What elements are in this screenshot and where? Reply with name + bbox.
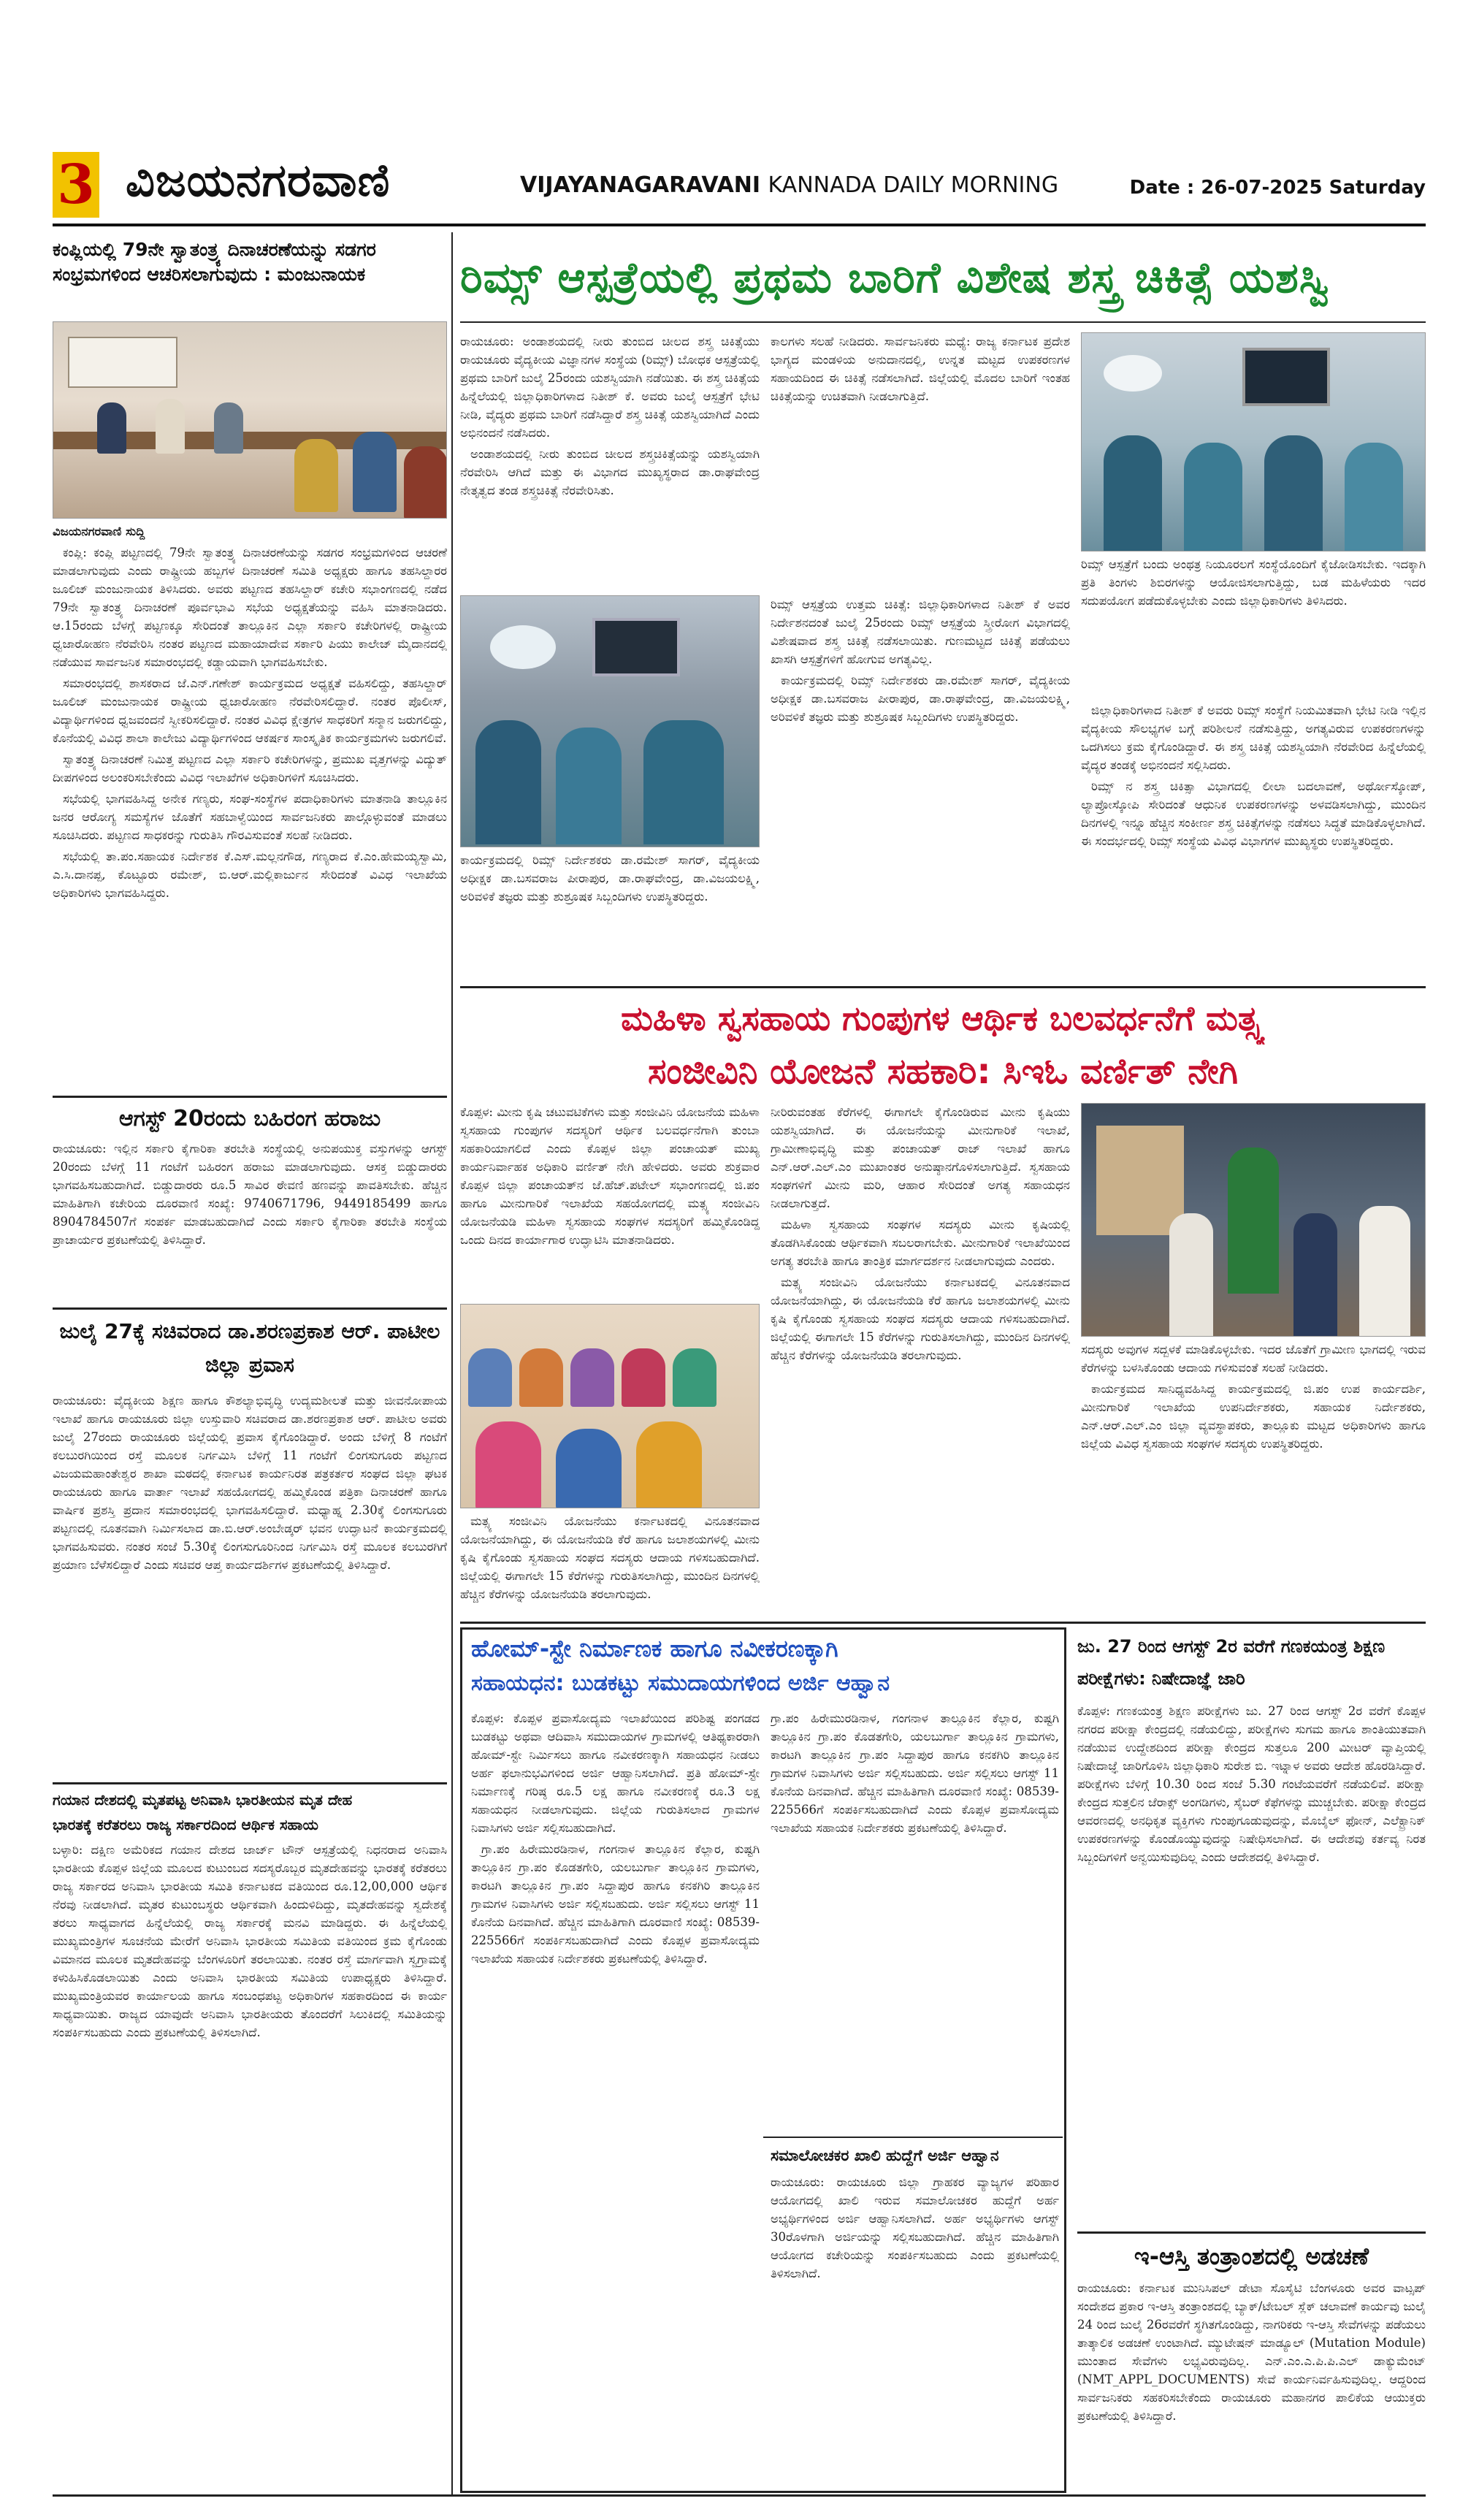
- paragraph: ಮತ್ಸ್ಯ ಸಂಜೀವಿನಿ ಯೋಜನೆಯು ಕರ್ನಾಟಕದಲ್ಲಿ ವಿನೂತನವಾದ ಯೋಜನೆಯಾಗಿದ್ದು, ಈ ಯೋಜನೆಯಡಿ ಕೆರೆ ಹಾಗೂ ಜಲಾಶಯಗಳಲ್ಲಿ ಮೀನು ಕೃಷಿ ಕೈಗೊಂಡು ಸ್ವಸಹಾಯ ಸಂಘದ ಸದಸ್ಯರು ಆದಾಯ ಗಳಿಸಬಹುದಾಗಿದೆ. ಜಿಲ್ಲೆಯಲ್ಲಿ ಈಗಾಗಲೇ 15 ಕೆರೆಗಳನ್ನು ಗುರುತಿಸಲಾಗಿದ್ದು, ಮುಂದಿನ ದಿನಗಳಲ್ಲಿ ಹೆಚ್ಚಿನ ಕೆರೆಗಳನ್ನು ಯೋಜನೆಯಡಿ ತರಲಾಗುವುದು.: [771, 1275, 1070, 1362]
- paragraph: ಮಹಿಳಾ ಸ್ವಸಹಾಯ ಸಂಘಗಳ ಸದಸ್ಯರು ಮೀನು ಕೃಷಿಯಲ್ಲಿ ತೊಡಗಿಸಿಕೊಂಡು ಆರ್ಥಿಕವಾಗಿ ಸಬಲರಾಗಬೇಕು. ಮೀನುಗಾರಿಕೆ ಇಲಾಖೆಯಿಂದ ಅಗತ್ಯ ತರಬೇತಿ ಹಾಗೂ ತಾಂತ್ರಿಕ ಮಾರ್ಗದರ್ಶನ ನೀಡಲಾಗುವುದು ಎಂದರು.: [771, 1218, 1070, 1268]
- fisheries-article-col3: [1081, 1340, 1426, 1618]
- subtitle-bold: VIJAYANAGARAVANI: [520, 172, 761, 198]
- homestay-headline-line1: ಹೋಮ್-ಸ್ಟೇ ನಿರ್ಮಾಣಕ ಹಾಗೂ ನವೀಕರಣಕ್ಕಾಗಿ: [471, 1635, 838, 1662]
- paragraph: ರಿಮ್ಸ್ ನ ಶಸ್ತ್ರ ಚಿಕಿತ್ಸಾ ವಿಭಾಗದಲ್ಲಿ ಲೀಲಾ ಬದಲಾವಣೆ, ಅರ್ಥೋಸ್ಕೋಪ್, ಲ್ಯಾಪ್ರೋಸ್ಕೋಪಿ ಸೇರಿದಂತೆ ಆಧುನಿಕ ಉಪಕರಣಗಳನ್ನು ಅಳವಡಿಸಲಾಗಿದ್ದು, ಮುಂದಿನ ದಿನಗಳಲ್ಲಿ ಇನ್ನೂ ಹೆಚ್ಚಿನ ಸಂಕೀರ್ಣ ಶಸ್ತ್ರ ಚಿಕಿತ್ಸೆಗಳನ್ನು ನಡೆಸಲು ಸಿದ್ಧತೆ ಮಾಡಿಕೊಳ್ಳಲಾಗಿದೆ. ಈ ಸಂದರ್ಭದಲ್ಲಿ ರಿಮ್ಸ್ ಸಂಸ್ಥೆಯ ವಿವಿಧ ವಿಭಾಗಗಳ ಮುಖ್ಯಸ್ಥರು ಉಪಸ್ಥಿತರಿದ್ದರು.: [1081, 779, 1426, 848]
- rims-article-col1-lower: [460, 851, 760, 982]
- independence-byline: ವಿಜಯನಗರವಾಣಿ ಸುದ್ದಿ: [53, 524, 145, 538]
- stage-photo: [1081, 1103, 1426, 1337]
- paragraph: ಸಭೆಯಲ್ಲಿ ತಾ.ಪಂ.ಸಹಾಯಕ ನಿರ್ದೇಶಕ ಕೆ.ಎಸ್.ಮಲ್ಲನಗೌಡ, ಗಣ್ಯರಾದ ಕೆ.ಎಂ.ಹೇಮಯ್ಯಸ್ವಾಮಿ, ಎ.ಸಿ.ದಾನಪ್ಪ, ಕೊಟ್ಟೂರು ರಮೇಶ್, ಬಿ.ಆರ್.ಮಲ್ಲಿಕಾರ್ಜುನ ಸೇರಿದಂತೆ ವಿವಿಧ ಇಲಾಖೆಯ ಅಧಿಕಾರಿಗಳು ಭಾಗವಹಿಸಿದ್ದರು.: [53, 849, 447, 900]
- rims-headline: ರಿಮ್ಸ್ ಆಸ್ಪತ್ರೆಯಲ್ಲಿ ಪ್ರಥಮ ಬಾರಿಗೆ ವಿಶೇಷ ಶಸ್ತ್ರ ಚಿಕಿತ್ಸೆ ಯಶಸ್ವಿ: [460, 253, 1331, 302]
- rims-article-col2: [771, 332, 1070, 595]
- workshop-photo: [460, 1304, 760, 1508]
- paragraph: ರಾಯಚೂರು: ಅಂಡಾಶಯದಲ್ಲಿ ನೀರು ತುಂಬಿದ ಚೀಲದ ಶಸ್ತ್ರ ಚಿಕಿತ್ಸೆಯು ರಾಯಚೂರು ವೈದ್ಯಕೀಯ ವಿಜ್ಞಾನಗಳ ಸಂಸ್ಥೆಯ (ರಿಮ್ಸ್) ಬೋಧಕ ಆಸ್ಪತ್ರೆಯಲ್ಲಿ ಪ್ರಥಮ ಬಾರಿಗೆ ಜುಲೈ 25ರಂದು ಯಶಸ್ವಿಯಾಗಿ ನಡೆಯಿತು. ಈ ಶಸ್ತ್ರ ಚಿಕಿತ್ಸೆಯ ಹಿನ್ನೆಲೆಯಲ್ಲಿ ಜಿಲ್ಲಾಧಿಕಾರಿಗಳಾದ ನಿತೀಶ್ ಕೆ. ಅವರು ಜುಲೈ ಆಸ್ಪತ್ರೆಗೆ ಭೇಟಿ ನೀಡಿ, ವೈದ್ಯರು ಪ್ರಥಮ ಬಾರಿಗೆ ನಡೆಸಿದ್ದಾರೆ ಶಸ್ತ್ರ ಚಿಕಿತ್ಸೆ ಯಶಸ್ವಿಯಾಗಿದೆ ಎಂದು ಅಭಿನಂದನೆ ನಡೆಸಿದರು.: [460, 335, 760, 440]
- nri-headline-line1: ಗಯಾನ ದೇಶದಲ್ಲಿ ಮೃತಪಟ್ಟ ಅನಿವಾಸಿ ಭಾರತೀಯನ ಮೃತ ದೇಹ: [53, 1791, 353, 1809]
- vacancy-article: [771, 2173, 1059, 2487]
- paragraph: ಬಳ್ಳಾರಿ: ದಕ್ಷಿಣ ಅಮೆರಿಕದ ಗಯಾನ ದೇಶದ ಜಾರ್ಜ್ ಟೌನ್ ಆಸ್ಪತ್ರೆಯಲ್ಲಿ ನಿಧನರಾದ ಅನಿವಾಸಿ ಭಾರತೀಯ ಕೊಪ್ಪಳ ಜಿಲ್ಲೆಯ ಮೂಲದ ಕುಟುಂಬದ ಸದಸ್ಯರೊಬ್ಬರ ಮೃತದೇಹವನ್ನು ಭಾರತಕ್ಕೆ ಕರೆತರಲು ರಾಜ್ಯ ಸರ್ಕಾರದ ಅನಿವಾಸಿ ಭಾರತೀಯ ಸಮಿತಿ ಕರ್ನಾಟಕದ ವತಿಯಿಂದ ರೂ.12,00,000 ಆರ್ಥಿಕ ನೆರವು ನೀಡಲಾಗಿದೆ. ಮೃತರ ಕುಟುಂಬಸ್ಥರು ಆರ್ಥಿಕವಾಗಿ ಹಿಂದುಳಿದಿದ್ದು, ಮೃತದೇಹವನ್ನು ಸ್ವದೇಶಕ್ಕೆ ತರಲು ಸಾಧ್ಯವಾಗದ ಹಿನ್ನೆಲೆಯಲ್ಲಿ ರಾಜ್ಯ ಸರ್ಕಾರಕ್ಕೆ ಮನವಿ ಮಾಡಿದ್ದರು. ಈ ಹಿನ್ನೆಲೆಯಲ್ಲಿ ಮುಖ್ಯಮಂತ್ರಿಗಳ ಸೂಚನೆಯ ಮೇರೆಗೆ ಅನಿವಾಸಿ ಭಾರತೀಯ ಸಮಿತಿಯ ವತಿಯಿಂದ ಕ್ರಮ ಕೈಗೊಂಡು ವಿಮಾನದ ಮೂಲಕ ಮೃತದೇಹವನ್ನು ಬೆಂಗಳೂರಿಗೆ ತರಲಾಯಿತು. ನಂತರ ರಸ್ತೆ ಮಾರ್ಗವಾಗಿ ಸ್ವಗ್ರಾಮಕ್ಕೆ ಕಳುಹಿಸಿಕೊಡಲಾಯಿತು ಎಂದು ಅನಿವಾಸಿ ಭಾರತೀಯ ಸಮಿತಿಯ ಉಪಾಧ್ಯಕ್ಷರು ತಿಳಿಸಿದ್ದಾರೆ. ಮುಖ್ಯಮಂತ್ರಿಯವರ ಕಾರ್ಯಾಲಯ ಹಾಗೂ ಸಂಬಂಧಪಟ್ಟ ಅಧಿಕಾರಿಗಳ ಸಹಕಾರದಿಂದ ಈ ಕಾರ್ಯ ಸಾಧ್ಯವಾಯಿತು. ರಾಜ್ಯದ ಯಾವುದೇ ಅನಿವಾಸಿ ಭಾರತೀಯರು ತೊಂದರೆಗೆ ಸಿಲುಕಿದಲ್ಲಿ ಸಮಿತಿಯನ್ನು ಸಂಪರ್ಕಿಸಬಹುದು ಎಂದು ಪ್ರಕಟಣೆಯಲ್ಲಿ ತಿಳಿಸಲಾಗಿದೆ.: [53, 1843, 447, 2039]
- paragraph: ಅಂಡಾಶಯದಲ್ಲಿ ನೀರು ತುಂಬಿದ ಚೀಲದ ಶಸ್ತ್ರಚಿಕಿತ್ಸೆಯನ್ನು ಯಶಸ್ವಿಯಾಗಿ ನೆರವೇರಿಸಿ ಆಗಿದೆ ಮತ್ತು ಈ ವಿಭಾಗದ ಮುಖ್ಯಸ್ಥರಾದ ಡಾ.ರಾಘವೇಂದ್ರ ನೇತೃತ್ವದ ತಂಡ ಶಸ್ತ್ರಚಿಕಿತ್ಸೆ ನೆರವೇರಿಸಿತು.: [460, 447, 760, 497]
- rims-article-col3-lower: [1081, 701, 1426, 982]
- issue-date: Date : 26-07-2025 Saturday: [1129, 177, 1426, 199]
- paragraph: ನೀರಿರುವಂತಹ ಕೆರೆಗಳಲ್ಲಿ ಈಗಾಗಲೇ ಕೈಗೊಂಡಿರುವ ಮೀನು ಕೃಷಿಯು ಯಶಸ್ವಿಯಾಗಿದೆ. ಈ ಯೋಜನೆಯನ್ನು ಮೀನುಗಾರಿಕೆ ಇಲಾಖೆ, ಗ್ರಾಮೀಣಾಭಿವೃದ್ಧಿ ಮತ್ತು ಪಂಚಾಯತ್ ರಾಜ್ ಇಲಾಖೆ ಹಾಗೂ ಎನ್.ಆರ್.ಎಲ್.ಎಂ ಮುಖಾಂತರ ಅನುಷ್ಠಾನಗೊಳಿಸಲಾಗುತ್ತಿದೆ. ಸ್ವಸಹಾಯ ಸಂಘಗಳಿಗೆ ಮೀನು ಮರಿ, ಆಹಾರ ಸೇರಿದಂತೆ ಅಗತ್ಯ ಸಹಾಯಧನ ನೀಡಲಾಗುತ್ತದೆ.: [771, 1105, 1070, 1210]
- divider: [1077, 2231, 1426, 2234]
- surgery-photo: [460, 595, 760, 847]
- fisheries-headline-line2: ಸಂಜೀವಿನಿ ಯೋಜನೆ ಸಹಕಾರಿ: ಸಿಇಓ ವರ್ಣಿತ್ ನೇಗಿ: [647, 1051, 1238, 1092]
- homestay-article-col1: [471, 1709, 760, 2483]
- paragraph: ರಾಯಚೂರು: ಇಲ್ಲಿನ ಸರ್ಕಾರಿ ಕೈಗಾರಿಕಾ ತರಬೇತಿ ಸಂಸ್ಥೆಯಲ್ಲಿ ಅನುಪಯುಕ್ತ ವಸ್ತುಗಳನ್ನು ಆಗಸ್ಟ್ 20ರಂದು ಬೆಳಗ್ಗೆ 11 ಗಂಟೆಗೆ ಬಹಿರಂಗ ಹರಾಜು ಮಾಡಲಾಗುವುದು. ಆಸಕ್ತ ಬಿಡ್ಡುದಾರರು ಭಾಗವಹಿಸಬಹುದಾಗಿದೆ. ಬಿಡ್ಡುದಾರರು ರೂ.5 ಸಾವಿರ ಠೇವಣಿ ಹಣವನ್ನು ಪಾವತಿಸಬೇಕು. ಹೆಚ್ಚಿನ ಮಾಹಿತಿಗಾಗಿ ಕಚೇರಿಯ ದೂರವಾಣಿ ಸಂಖ್ಯೆ: 9740671796, 9449185499 ಹಾಗೂ 8904784507ಗೆ ಸಂಪರ್ಕ ಮಾಡಬಹುದಾಗಿದೆ ಎಂದು ಸರ್ಕಾರಿ ಕೈಗಾರಿಕಾ ತರಬೇತಿ ಸಂಸ್ಥೆಯ ಪ್ರಾಚಾರ್ಯರ ಪ್ರಕಟಣೆಯಲ್ಲಿ ತಿಳಿಸಿದ್ದಾರೆ.: [53, 1142, 447, 1247]
- masthead: [53, 146, 1426, 226]
- divider: [460, 321, 1426, 323]
- paragraph: ಗ್ರಾ.ಪಂ ಹಿರೇಮುರಡಿನಾಳ, ಗಂಗನಾಳ ತಾಲ್ಲೂಕಿನ ಕೆಲ್ಲಾರ, ಕುಷ್ಟಗಿ ತಾಲ್ಲೂಕಿನ ಗ್ರಾ.ಪಂ ಕೊಡತಗೇರಿ, ಯಲಬುರ್ಗಾ ತಾಲ್ಲೂಕಿನ ಗ್ರಾಮಗಳು, ಕಾರಟಗಿ ತಾಲ್ಲೂಕಿನ ಗ್ರಾ.ಪಂ ಸಿದ್ದಾಪುರ ಹಾಗೂ ಕನಕಗಿರಿ ತಾಲ್ಲೂಕಿನ ಗ್ರಾಮಗಳ ನಿವಾಸಿಗಳು ಅರ್ಜಿ ಸಲ್ಲಿಸಬಹುದು. ಅರ್ಜಿ ಸಲ್ಲಿಸಲು ಆಗಸ್ಟ್ 11 ಕೊನೆಯ ದಿನವಾಗಿದೆ. ಹೆಚ್ಚಿನ ಮಾಹಿತಿಗಾಗಿ ದೂರವಾಣಿ ಸಂಖ್ಯೆ: 08539-225566ಗೆ ಸಂಪರ್ಕಿಸಬಹುದಾಗಿದೆ ಎಂದು ಕೊಪ್ಪಳ ಪ್ರವಾಸೋದ್ಯಮ ಇಲಾಖೆಯ ಸಹಾಯಕ ನಿರ್ದೇಶಕರು ಪ್ರಕಟಣೆಯಲ್ಲಿ ತಿಳಿಸಿದ್ದಾರೆ.: [471, 1842, 760, 1966]
- paragraph: ಕೊಪ್ಪಳ: ಮೀನು ಕೃಷಿ ಚಟುವಟಿಕೆಗಳು ಮತ್ತು ಸಂಜೀವಿನಿ ಯೋಜನೆಯ ಮಹಿಳಾ ಸ್ವಸಹಾಯ ಗುಂಪುಗಳ ಸದಸ್ಯರಿಗೆ ಆರ್ಥಿಕ ಬಲವರ್ಧನೆಗಾಗಿ ತುಂಬಾ ಸಹಕಾರಿಯಾಗಲಿದೆ ಎಂದು ಕೊಪ್ಪಳ ಜಿಲ್ಲಾ ಪಂಚಾಯತ್ ಮುಖ್ಯ ಕಾರ್ಯನಿರ್ವಾಹಕ ಅಧಿಕಾರಿ ವರ್ಣಿತ್ ನೇಗಿ ಹೇಳಿದರು. ಅವರು ಶುಕ್ರವಾರ ಕೊಪ್ಪಳ ಜಿಲ್ಲಾ ಪಂಚಾಯತ್‌ನ ಜೆ.ಹೆಚ್.ಪಟೇಲ್ ಸಭಾಂಗಣದಲ್ಲಿ ಜಿ.ಪಂ ಹಾಗೂ ಮೀನುಗಾರಿಕೆ ಇಲಾಖೆಯ ಸಹಯೋಗದಲ್ಲಿ ಮತ್ಸ್ಯ ಸಂಜೀವಿನಿ ಯೋಜನೆಯಡಿ ಮಹಿಳಾ ಸ್ವಸಹಾಯ ಸಂಘಗಳ ಸದಸ್ಯರಿಗೆ ಹಮ್ಮಿಕೊಂಡಿದ್ದ ಒಂದು ದಿನದ ಕಾರ್ಯಾಗಾರ ಉದ್ಘಾಟಿಸಿ ಮಾತನಾಡಿದರು.: [460, 1105, 760, 1247]
- divider: [460, 986, 1426, 988]
- paragraph: ಕಂಪ್ಲಿ: ಕಂಪ್ಲಿ ಪಟ್ಟಣದಲ್ಲಿ 79ನೇ ಸ್ವಾತಂತ್ರ್ಯ ದಿನಾಚರಣೆಯನ್ನು ಸಡಗರ ಸಂಭ್ರಮಗಳಿಂದ ಆಚರಣೆ ಮಾಡಲಾಗುವುದು ಎಂದು ರಾಷ್ಟ್ರೀಯ ಹಬ್ಬಗಳ ದಿನಾಚರಣೆ ಸಮಿತಿ ಅಧ್ಯಕ್ಷರು ಹಾಗೂ ತಹಸಿಲ್ದಾರರ ಜೂಲಿಜ್ ಮಂಜುನಾಯಕ ತಿಳಿಸಿದರು. ಅವರು ಪಟ್ಟಣದ ತಹಸಿಲ್ದಾರ್ ಕಚೇರಿ ಸಭಾಂಗಣದಲ್ಲಿ ನಡೆದ 79ನೇ ಸ್ವಾತಂತ್ರ್ಯ ದಿನಾಚರಣೆ ಪೂರ್ವಭಾವಿ ಸಭೆಯ ಅಧ್ಯಕ್ಷತೆಯನ್ನು ವಹಿಸಿ ಮಾತನಾಡಿದರು. ಆ.15ರಂದು ಬೆಳಗ್ಗೆ ಪಟ್ಟಣಕ್ಕೂ ಸೇರಿದಂತೆ ತಾಲ್ಲೂಕಿನ ಎಲ್ಲಾ ಸರ್ಕಾರಿ ಕಚೇರಿಗಳಲ್ಲಿ ರಾಷ್ಟ್ರೀಯ ಧ್ವಜಾರೋಹಣ ನೆರವೇರಿಸಿ ನಂತರ ಪಟ್ಟಣದ ಮಹಾಯಾದೇವ ಸರ್ಕಾರಿ ಪಿಯು ಕಾಲೇಜ್ ಮೈದಾನದಲ್ಲಿ ನಡೆಯುವ ಸಾರ್ವಜನಿಕ ಸಮಾರಂಭದಲ್ಲಿ ಕಡ್ಡಾಯವಾಗಿ ಭಾಗವಹಿಸಬೇಕು.: [53, 546, 447, 669]
- homestay-headline-line2: ಸಹಾಯಧನ: ಬುಡಕಟ್ಟು ಸಮುದಾಯಗಳಿಂದ ಅರ್ಜಿ ಆಹ್ವಾನ: [471, 1671, 890, 1696]
- newspaper-subtitle: [520, 172, 1058, 198]
- paragraph: ರಾಯಚೂರು: ವೈದ್ಯಕೀಯ ಶಿಕ್ಷಣ ಹಾಗೂ ಕೌಶಲ್ಯಾಭಿವೃದ್ಧಿ ಉದ್ಯಮಶೀಲತೆ ಮತ್ತು ಜೀವನೋಪಾಯ ಇಲಾಖೆ ಹಾಗೂ ರಾಯಚೂರು ಜಿಲ್ಲಾ ಉಸ್ತುವಾರಿ ಸಚಿವರಾದ ಡಾ.ಶರಣಪ್ರಕಾಶ ಆರ್. ಪಾಟೀಲ ಅವರು ಜುಲೈ 27ರಂದು ರಾಯಚೂರು ಜಿಲ್ಲೆಯಲ್ಲಿ ಪ್ರವಾಸ ಕೈಗೊಂಡಿದ್ದಾರೆ. ಅಂದು ಬೆಳಿಗ್ಗೆ 8 ಗಂಟೆಗೆ ಕಲಬುರಗಿಯಿಂದ ರಸ್ತೆ ಮೂಲಕ ನಿರ್ಗಮಿಸಿ ಬೆಳಿಗ್ಗೆ 11 ಗಂಟೆಗೆ ಲಿಂಗಸುಗೂರು ಪಟ್ಟಣದ ವಿಜಯಮಹಾಂತೇಶ್ವರ ಶಾಖಾ ಮಠದಲ್ಲಿ ಕರ್ನಾಟಕ ಕಾರ್ಯನಿರತ ಪತ್ರಕರ್ತರ ಸಂಘದ ಜಿಲ್ಲಾ ಘಟಕ ರಾಯಚೂರು ಹಾಗೂ ವಾರ್ತಾ ಇಲಾಖೆ ಸಹಯೋಗದಲ್ಲಿ ಹಮ್ಮಿಕೊಂಡ ಪತ್ರಿಕಾ ದಿನಾಚರಣೆ ಹಾಗೂ ವಾರ್ಷಿಕ ಪ್ರಶಸ್ತಿ ಪ್ರದಾನ ಸಮಾರಂಭದಲ್ಲಿ ಭಾಗವಹಿಸಲಿದ್ದಾರೆ. ಮಧ್ಯಾಹ್ನ 2.30ಕ್ಕೆ ಲಿಂಗಸುಗೂರು ಪಟ್ಟಣದಲ್ಲಿ ನೂತನವಾಗಿ ನಿರ್ಮಿಸಲಾದ ಡಾ.ಬಿ.ಆರ್.ಅಂಬೇಡ್ಕರ್ ಭವನ ಉದ್ಘಾಟನೆ ಕಾರ್ಯಕ್ರಮದಲ್ಲಿ ಭಾಗವಹಿಸುವರು. ನಂತರ ಸಂಜೆ 5.30ಕ್ಕೆ ಲಿಂಗಸುಗೂರಿನಿಂದ ನಿರ್ಗಮಿಸಿ ರಸ್ತೆ ಮೂಲಕ ಕಲಬುರಗಿಗೆ ಪ್ರಯಾಣ ಬೆಳೆಸಲಿದ್ದಾರೆ ಎಂದು ಸಚಿವರ ಆಪ್ತ ಕಾರ್ಯದರ್ಶಿಗಳ ಪ್ರಕಟಣೆಯಲ್ಲಿ ತಿಳಿಸಿದ್ದಾರೆ.: [53, 1394, 447, 1572]
- page-number: 3: [53, 152, 99, 218]
- easset-headline: ಇ-ಆಸ್ತಿ ತಂತ್ರಾಂಶದಲ್ಲಿ ಅಡಚಣೆ: [1134, 2242, 1369, 2270]
- paragraph: ಕಾಲಗಳು ಸಲಹೆ ನೀಡಿದರು. ಸಾರ್ವಜನಿಕರು ಮಧ್ಯೆ: ರಾಜ್ಯ ಕರ್ನಾಟಕ ಪ್ರದೇಶ ಭಾಗ್ಯದ ಮಂಡಳಿಯ ಅನುದಾನದಲ್ಲಿ, ಉನ್ನತ ಮಟ್ಟದ ಉಪಕರಣಗಳ ಸಹಾಯದಿಂದ ಈ ಚಿಕಿತ್ಸೆ ನಡೆಸಲಾಗಿದೆ. ಜಿಲ್ಲೆಯಲ್ಲಿ ಮೊದಲ ಬಾರಿಗೆ ಇಂತಹ ಚಿಕಿತ್ಸೆಯನ್ನು ಉಚಿತವಾಗಿ ನೀಡಲಾಗುತ್ತಿದೆ.: [771, 335, 1070, 403]
- paragraph: ರಾಯಚೂರು: ಕರ್ನಾಟಕ ಮುನಿಸಿಪಲ್ ಡೇಟಾ ಸೊಸೈಟಿ ಬೆಂಗಳೂರು ಅವರ ವಾಟ್ಸಪ್ ಸಂದೇಶದ ಪ್ರಕಾರ ಇ-ಆಸ್ತಿ ತಂತ್ರಾಂಶದಲ್ಲಿ ಬ್ಯಾಕ್/ಟೇಬಲ್ ಸ್ಲೆಕ್ ಚಲಾವಣೆ ಕಾರ್ಯವು ಜುಲೈ 24 ರಿಂದ ಜುಲೈ 26ರವರೆಗೆ ಸ್ಥಗಿತಗೊಂಡಿದ್ದು, ನಾಗರಿಕರು ಇ-ಆಸ್ತಿ ಸೇವೆಗಳನ್ನು ಪಡೆಯಲು ತಾತ್ಕಾಲಿಕ ಅಡಚಣೆ ಉಂಟಾಗಿದೆ. ಮ್ಯುಟೇಷನ್ ಮಾಡ್ಯೂಲ್ (Mutation Module) ಮುಂತಾದ ಸೇವೆಗಳು ಲಭ್ಯವಿರುವುದಿಲ್ಲ. ಎನ್.ಎಂ.ಎ.ಪಿ.ಪಿ.ಎಲ್ ಡಾಕ್ಯುಮೆಂಟ್ (NMT_APPL_DOCUMENTS) ಸೇವೆ ಕಾರ್ಯನಿರ್ವಹಿಸುವುದಿಲ್ಲ. ಆದ್ದರಿಂದ ಸಾರ್ವಜನಿಕರು ಸಹಕರಿಸಬೇಕೆಂದು ರಾಯಚೂರು ಮಹಾನಗರ ಪಾಲಿಕೆಯ ಆಯುಕ್ತರು ಪ್ರಕಟಣೆಯಲ್ಲಿ ತಿಳಿಸಿದ್ದಾರೆ.: [1077, 2281, 1426, 2423]
- divider: [53, 1307, 447, 1310]
- independence-article: [53, 522, 447, 1096]
- paragraph: ಕೊಪ್ಪಳ: ಗಣಕಯಂತ್ರ ಶಿಕ್ಷಣ ಪರೀಕ್ಷೆಗಳು ಜು. 27 ರಿಂದ ಆಗಸ್ಟ್ 2ರ ವರೆಗೆ ಕೊಪ್ಪಳ ನಗರದ ಪರೀಕ್ಷಾ ಕೇಂದ್ರದಲ್ಲಿ ನಡೆಯಲಿದ್ದು, ಪರೀಕ್ಷೆಗಳು ಸುಗಮ ಹಾಗೂ ಶಾಂತಿಯುತವಾಗಿ ನಡೆಯುವ ಉದ್ದೇಶದಿಂದ ಪರೀಕ್ಷಾ ಕೇಂದ್ರದ ಸುತ್ತಲೂ 200 ಮೀಟರ್ ವ್ಯಾಪ್ತಿಯಲ್ಲಿ ನಿಷೇದಾಜ್ಞೆ ಜಾರಿಗೊಳಿಸಿ ಜಿಲ್ಲಾಧಿಕಾರಿ ಸುರೇಶ ಬಿ. ಇಟ್ನಾಳ ಅವರು ಆದೇಶ ಹೊರಡಿಸಿದ್ದಾರೆ. ಪರೀಕ್ಷೆಗಳು ಬೆಳಿಗ್ಗೆ 10.30 ರಿಂದ ಸಂಜೆ 5.30 ಗಂಟೆಯವರೆಗೆ ನಡೆಯಲಿವೆ. ಪರೀಕ್ಷಾ ಕೇಂದ್ರದ ಸುತ್ತಲಿನ ಜೆರಾಕ್ಸ್ ಅಂಗಡಿಗಳು, ಸೈಬರ್ ಕೆಫೆಗಳನ್ನು ಮುಚ್ಚಬೇಕು. ಪರೀಕ್ಷಾ ಕೇಂದ್ರದ ಆವರಣದಲ್ಲಿ ಅನಧಿಕೃತ ವ್ಯಕ್ತಿಗಳು ಗುಂಪುಗೂಡುವುದನ್ನು, ಮೊಬೈಲ್ ಫೋನ್, ಎಲೆಕ್ಟ್ರಾನಿಕ್ ಉಪಕರಣಗಳನ್ನು ಕೊಂಡೊಯ್ಯುವುದನ್ನು ನಿಷೇಧಿಸಲಾಗಿದೆ. ಈ ಆದೇಶವು ಕರ್ತವ್ಯ ನಿರತ ಸಿಬ್ಬಂದಿಗಳಿಗೆ ಅನ್ವಯಿಸುವುದಿಲ್ಲ ಎಂದು ಆದೇಶದಲ್ಲಿ ತಿಳಿಸಿದ್ದಾರೆ.: [1077, 1704, 1426, 1864]
- divider: [763, 2137, 1063, 2138]
- photo-caption: ಸದಸ್ಯರು ಅವುಗಳ ಸದ್ಬಳಕೆ ಮಾಡಿಕೊಳ್ಳಬೇಕು. ಇದರ ಜೊತೆಗೆ ಗ್ರಾಮೀಣ ಭಾಗದಲ್ಲಿ ಇರುವ ಕೆರೆಗಳನ್ನು ಬಳಸಿಕೊಂಡು ಆದಾಯ ಗಳಿಸುವಂತೆ ಸಲಹೆ ನೀಡಿದರು.: [1081, 1343, 1426, 1375]
- fisheries-article-col2: [771, 1103, 1070, 1618]
- paragraph: ಮತ್ಸ್ಯ ಸಂಜೀವಿನಿ ಯೋಜನೆಯು ಕರ್ನಾಟಕದಲ್ಲಿ ವಿನೂತನವಾದ ಯೋಜನೆಯಾಗಿದ್ದು, ಈ ಯೋಜನೆಯಡಿ ಕೆರೆ ಹಾಗೂ ಜಲಾಶಯಗಳಲ್ಲಿ ಮೀನು ಕೃಷಿ ಕೈಗೊಂಡು ಸ್ವಸಹಾಯ ಸಂಘದ ಸದಸ್ಯರು ಆದಾಯ ಗಳಿಸಬಹುದಾಗಿದೆ. ಜಿಲ್ಲೆಯಲ್ಲಿ ಈಗಾಗಲೇ 15 ಕೆರೆಗಳನ್ನು ಗುರುತಿಸಲಾಗಿದ್ದು, ಮುಂದಿನ ದಿನಗಳಲ್ಲಿ ಹೆಚ್ಚಿನ ಕೆರೆಗಳನ್ನು ಯೋಜನೆಯಡಿ ತರಲಾಗುವುದು.: [460, 1514, 760, 1601]
- homestay-article-col2: [771, 1709, 1059, 2133]
- rims-article-col3: [1081, 555, 1426, 701]
- paragraph: ಸಭೆಯಲ್ಲಿ ಭಾಗವಹಿಸಿದ್ದ ಅನೇಕ ಗಣ್ಯರು, ಸಂಘ-ಸಂಸ್ಥೆಗಳ ಪದಾಧಿಕಾರಿಗಳು ಮಾತನಾಡಿ ತಾಲ್ಲೂಕಿನ ಜನರ ಆರೋಗ್ಯ ಸಮಸ್ಯೆಗಳ ಜೊತೆಗೆ ಸಹಬಾಳ್ವೆಯಿಂದ ಸಾರ್ವಜನಿಕರು ಪಾಲ್ಗೊಳ್ಳುವಂತೆ ಮಾಡಲು ಸೂಚಿಸಿದರು. ಪಟ್ಟಣದ ಸಾಧಕರನ್ನು ಗುರುತಿಸಿ ಗೌರವಿಸುವಂತೆ ಸಲಹೆ ನೀಡಿದರು.: [53, 792, 447, 842]
- paragraph: ಸಮಾರಂಭದಲ್ಲಿ ಶಾಸಕರಾದ ಜೆ.ಎನ್.ಗಣೇಶ್ ಕಾರ್ಯಕ್ರಮದ ಅಧ್ಯಕ್ಷತೆ ವಹಿಸಲಿದ್ದು, ತಹಸಿಲ್ದಾರ್ ಜೂಲಿಜ್ ಮಂಜುನಾಯಕ ರಾಷ್ಟ್ರೀಯ ಧ್ವಜಾರೋಹಣ ನೆರವೇರಿಸಲಿದ್ದಾರೆ. ನಂತರ ಪೊಲೀಸ್, ವಿದ್ಯಾರ್ಥಿಗಳಿಂದ ಧ್ವಜವಂದನೆ ಸ್ವೀಕರಿಸಲಿದ್ದಾರೆ. ನಂತರ ವಿವಿಧ ಕ್ಷೇತ್ರಗಳ ಸಾಧಕರಿಗೆ ಸನ್ಮಾನ ಜರುಗಲಿದ್ದು, ಕೊನೆಯಲ್ಲಿ ವಿವಿಧ ಶಾಲಾ ಕಾಲೇಜು ವಿದ್ಯಾರ್ಥಿಗಳಿಂದ ಆಕರ್ಷಕ ಸಾಂಸ್ಕೃತಿಕ ಕಾರ್ಯಕ್ರಮಗಳು ಜರುಗಲಿವೆ.: [53, 676, 447, 745]
- nri-article: [53, 1841, 447, 2491]
- nri-headline-line2: ಭಾರತಕ್ಕೆ ಕರೆತರಲು ರಾಜ್ಯ ಸರ್ಕಾರದಿಂದ ಆರ್ಥಿಕ ಸಹಾಯ: [53, 1816, 318, 1833]
- paragraph: ರಿಮ್ಸ್ ಆಸ್ಪತ್ರೆಗೆ ಬಂದು ಅಂಥತ್ರ ನಿಯೂರಲಗೆ ಸಂಸ್ಥೆಯೊಂದಿಗೆ ಕೈಜೋಡಿಸಬೇಕು. ಇದಕ್ಕಾಗಿ ಪ್ರತಿ ತಿಂಗಳು ಶಿಬಿರಗಳನ್ನು ಆಯೋಜಿಸಲಾಗುತ್ತಿದ್ದು, ಬಡ ಮಹಿಳೆಯರು ಇದರ ಸದುಪಯೋಗ ಪಡೆದುಕೊಳ್ಳಬೇಕು ಎಂದು ಜಿಲ್ಲಾಧಿಕಾರಿಗಳು ತಿಳಿಸಿದರು.: [1081, 557, 1426, 608]
- paragraph: ಜಿಲ್ಲಾಧಿಕಾರಿಗಳಾದ ನಿತೀಶ್ ಕೆ ಅವರು ರಿಮ್ಸ್ ಸಂಸ್ಥೆಗೆ ನಿಯಮಿತವಾಗಿ ಭೇಟಿ ನೀಡಿ ಇಲ್ಲಿನ ವೈದ್ಯಕೀಯ ಸೌಲಭ್ಯಗಳ ಬಗ್ಗೆ ಪರಿಶೀಲನೆ ನಡೆಸುತ್ತಿದ್ದು, ಅಗತ್ಯವಿರುವ ಉಪಕರಣಗಳನ್ನು ಒದಗಿಸಲು ಕ್ರಮ ಕೈಗೊಂಡಿದ್ದಾರೆ. ಈ ಶಸ್ತ್ರ ಚಿಕಿತ್ಸೆ ಯಶಸ್ವಿಯಾಗಿ ನೆರವೇರಿದ ಹಿನ್ನೆಲೆಯಲ್ಲಿ ವೈದ್ಯರ ತಂಡಕ್ಕೆ ಅಭಿನಂದನೆ ಸಲ್ಲಿಸಿದರು.: [1081, 703, 1426, 772]
- meeting-photo: [53, 321, 447, 519]
- divider: [53, 1096, 447, 1098]
- paragraph: ಕಾರ್ಯಕ್ರಮದ ಸಾನಿಧ್ಯವಹಿಸಿದ್ದ ಕಾರ್ಯಕ್ರಮದಲ್ಲಿ ಜಿ.ಪಂ ಉಪ ಕಾರ್ಯದರ್ಶಿ, ಮೀನುಗಾರಿಕೆ ಇಲಾಖೆಯ ಉಪನಿರ್ದೇಶಕರು, ಸಹಾಯಕ ನಿರ್ದೇಶಕರು, ಎನ್.ಆರ್.ಎಲ್.ಎಂ ಜಿಲ್ಲಾ ವ್ಯವಸ್ಥಾಪಕರು, ತಾಲ್ಲೂಕು ಮಟ್ಟದ ಅಧಿಕಾರಿಗಳು ಹಾಗೂ ಜಿಲ್ಲೆಯ ವಿವಿಧ ಸ್ವಸಹಾಯ ಸಂಘಗಳ ಸದಸ್ಯರು ಉಪಸ್ಥಿತರಿದ್ದರು.: [1081, 1382, 1426, 1451]
- fisheries-article-col1-lower: [460, 1512, 760, 1618]
- paragraph: ಗ್ರಾ.ಪಂ ಹಿರೇಮುರಡಿನಾಳ, ಗಂಗನಾಳ ತಾಲ್ಲೂಕಿನ ಕೆಲ್ಲಾರ, ಕುಷ್ಟಗಿ ತಾಲ್ಲೂಕಿನ ಗ್ರಾ.ಪಂ ಕೊಡತಗೇರಿ, ಯಲಬುರ್ಗಾ ತಾಲ್ಲೂಕಿನ ಗ್ರಾಮಗಳು, ಕಾರಟಗಿ ತಾಲ್ಲೂಕಿನ ಗ್ರಾ.ಪಂ ಸಿದ್ದಾಪುರ ಹಾಗೂ ಕನಕಗಿರಿ ತಾಲ್ಲೂಕಿನ ಗ್ರಾಮಗಳ ನಿವಾಸಿಗಳು ಅರ್ಜಿ ಸಲ್ಲಿಸಬಹುದು. ಅರ್ಜಿ ಸಲ್ಲಿಸಲು ಆಗಸ್ಟ್ 11 ಕೊನೆಯ ದಿನವಾಗಿದೆ. ಹೆಚ್ಚಿನ ಮಾಹಿತಿಗಾಗಿ ದೂರವಾಣಿ ಸಂಖ್ಯೆ: 08539-225566ಗೆ ಸಂಪರ್ಕಿಸಬಹುದಾಗಿದೆ ಎಂದು ಕೊಪ್ಪಳ ಪ್ರವಾಸೋದ್ಯಮ ಇಲಾಖೆಯ ಸಹಾಯಕ ನಿರ್ದೇಶಕರು ಪ್ರಕಟಣೆಯಲ್ಲಿ ತಿಳಿಸಿದ್ದಾರೆ.: [771, 1711, 1059, 1835]
- newspaper-name: ವಿಜಯನಗರವಾಣಿ: [126, 153, 391, 207]
- rims-article-col2-lower: [771, 595, 1070, 982]
- page-bottom-rule: [53, 2494, 1426, 2497]
- minister-article: [53, 1391, 447, 1779]
- paragraph: ರಿಮ್ಸ್ ಆಸ್ಪತ್ರೆಯ ಉತ್ತಮ ಚಿಕಿತ್ಸೆ: ಜಿಲ್ಲಾಧಿಕಾರಿಗಳಾದ ನಿತೀಶ್ ಕೆ ಅವರ ನಿರ್ದೇಶನದಂತೆ ಜುಲೈ 25ರಂದು ರಿಮ್ಸ್ ಆಸ್ಪತ್ರೆಯ ಸ್ತ್ರೀರೋಗ ವಿಭಾಗದಲ್ಲಿ ವಿಶೇಷವಾದ ಶಸ್ತ್ರ ಚಿಕಿತ್ಸೆ ನಡೆಸಲಾಯಿತು. ಗುಣಮಟ್ಟದ ಚಿಕಿತ್ಸೆ ಪಡೆಯಲು ಖಾಸಗಿ ಆಸ್ಪತ್ರೆಗಳಿಗೆ ಹೋಗುವ ಅಗತ್ಯವಿಲ್ಲ.: [771, 597, 1070, 666]
- exam-headline: ಜು. 27 ರಿಂದ ಆಗಸ್ಟ್ 2ರ ವರೆಗೆ ಗಣಕಯಂತ್ರ ಶಿಕ್ಷಣ ಪರೀಕ್ಷೆಗಳು: ನಿಷೇದಾಜ್ಞೆ ಜಾರಿ: [1077, 1636, 1386, 1689]
- paragraph: ರಾಯಚೂರು: ರಾಯಚೂರು ಜಿಲ್ಲಾ ಗ್ರಾಹಕರ ವ್ಯಾಜ್ಯಗಳ ಪರಿಹಾರ ಆಯೋಗದಲ್ಲಿ ಖಾಲಿ ಇರುವ ಸಮಾಲೋಚಕರ ಹುದ್ದೆಗೆ ಅರ್ಹ ಅಭ್ಯರ್ಥಿಗಳಿಂದ ಅರ್ಜಿ ಆಹ್ವಾನಿಸಲಾಗಿದೆ. ಅರ್ಹ ಅಭ್ಯರ್ಥಿಗಳು ಆಗಸ್ಟ್ 30ರೊಳಗಾಗಿ ಅರ್ಜಿಯನ್ನು ಸಲ್ಲಿಸಬಹುದಾಗಿದೆ. ಹೆಚ್ಚಿನ ಮಾಹಿತಿಗಾಗಿ ಆಯೋಗದ ಕಚೇರಿಯನ್ನು ಸಂಪರ್ಕಿಸಬಹುದು ಎಂದು ಪ್ರಕಟಣೆಯಲ್ಲಿ ತಿಳಿಸಲಾಗಿದೆ.: [771, 2175, 1059, 2280]
- vacancy-headline: ಸಮಾಲೋಚಕರ ಖಾಲಿ ಹುದ್ದೆಗೆ ಅರ್ಜಿ ಆಹ್ವಾನ: [771, 2147, 999, 2164]
- minister-headline: ಜುಲೈ 27ಕ್ಕೆ ಸಚಿವರಾದ ಡಾ.ಶರಣಪ್ರಕಾಶ ಆರ್. ಪಾಟೀಲ ಜಿಲ್ಲಾ ಪ್ರವಾಸ: [59, 1319, 440, 1377]
- operation-theatre-photo: [1081, 332, 1426, 551]
- paragraph: ಸ್ವಾತಂತ್ರ್ಯ ದಿನಾಚರಣೆ ನಿಮಿತ್ತ ಪಟ್ಟಣದ ಎಲ್ಲಾ ಸರ್ಕಾರಿ ಕಚೇರಿಗಳನ್ನು, ಪ್ರಮುಖ ವೃತ್ತಗಳನ್ನು ವಿದ್ಯುತ್ ದೀಪಗಳಿಂದ ಅಲಂಕರಿಸಬೇಕೆಂದು ವಿವಿಧ ಇಲಾಖೆಗಳ ಅಧಿಕಾರಿಗಳಿಗೆ ಸೂಚಿಸಿದರು.: [53, 752, 447, 784]
- divider: [53, 1782, 447, 1784]
- fisheries-article-col1: [460, 1103, 760, 1300]
- paragraph: ಕಾರ್ಯಕ್ರಮದಲ್ಲಿ ರಿಮ್ಸ್ ನಿರ್ದೇಶಕರು ಡಾ.ರಮೇಶ್ ಸಾಗರ್, ವೈದ್ಯಕೀಯ ಅಧೀಕ್ಷಕ ಡಾ.ಬಸವರಾಜ ಪೀರಾಪುರ, ಡಾ.ರಾಘವೇಂದ್ರ, ಡಾ.ವಿಜಯಲಕ್ಷ್ಮಿ, ಅರಿವಳಿಕೆ ತಜ್ಞರು ಮತ್ತು ಶುಶ್ರೂಷಕ ಸಿಬ್ಬಂದಿಗಳು ಉಪಸ್ಥಿತರಿದ್ದರು.: [460, 853, 760, 904]
- subtitle-rest: KANNADA DAILY MORNING: [768, 172, 1059, 198]
- auction-headline: ಆಗಸ್ಟ್ 20ರಂದು ಬಹಿರಂಗ ಹರಾಜು: [118, 1106, 381, 1131]
- divider: [460, 1622, 1426, 1624]
- rims-article-col1: [460, 332, 760, 595]
- exam-article: [1077, 1702, 1426, 2228]
- auction-article: [53, 1139, 447, 1304]
- paragraph: ಕಾರ್ಯಕ್ರಮದಲ್ಲಿ ರಿಮ್ಸ್ ನಿರ್ದೇಶಕರು ಡಾ.ರಮೇಶ್ ಸಾಗರ್, ವೈದ್ಯಕೀಯ ಅಧೀಕ್ಷಕ ಡಾ.ಬಸವರಾಜ ಪೀರಾಪುರ, ಡಾ.ರಾಘವೇಂದ್ರ, ಡಾ.ವಿಜಯಲಕ್ಷ್ಮಿ, ಅರಿವಳಿಕೆ ತಜ್ಞರು ಮತ್ತು ಶುಶ್ರೂಷಕ ಸಿಬ್ಬಂದಿಗಳು ಉಪಸ್ಥಿತರಿದ್ದರು.: [771, 673, 1070, 724]
- column-divider: [451, 232, 453, 2497]
- paragraph: ಕೊಪ್ಪಳ: ಕೊಪ್ಪಳ ಪ್ರವಾಸೋದ್ಯಮ ಇಲಾಖೆಯಿಂದ ಪರಿಶಿಷ್ಟ ಪಂಗಡದ ಬುಡಕಟ್ಟು ಅಥವಾ ಆದಿವಾಸಿ ಸಮುದಾಯಗಳ ಗ್ರಾಮಗಳಲ್ಲಿ ಆತಿಥ್ಯಕಾರರಾಗಿ ಹೋಮ್-ಸ್ಟೇ ನಿರ್ಮಿಸಲು ಹಾಗೂ ನವೀಕರಣಕ್ಕಾಗಿ ಸಹಾಯಧನ ನೀಡಲು ಅರ್ಹ ಫಲಾನುಭವಿಗಳಿಂದ ಅರ್ಜಿ ಆಹ್ವಾನಿಸಲಾಗಿದೆ. ಪ್ರತಿ ಹೋಮ್-ಸ್ಟೇ ನಿರ್ಮಾಣಕ್ಕೆ ಗರಿಷ್ಠ ರೂ.5 ಲಕ್ಷ ಹಾಗೂ ನವೀಕರಣಕ್ಕೆ ರೂ.3 ಲಕ್ಷ ಸಹಾಯಧನ ನೀಡಲಾಗುವುದು. ಜಿಲ್ಲೆಯ ಗುರುತಿಸಲಾದ ಗ್ರಾಮಗಳ ನಿವಾಸಿಗಳು ಅರ್ಜಿ ಸಲ್ಲಿಸಬಹುದಾಗಿದೆ.: [471, 1711, 760, 1835]
- fisheries-headline-line1: ಮಹಿಳಾ ಸ್ವಸಹಾಯ ಗುಂಪುಗಳ ಆರ್ಥಿಕ ಬಲವರ್ಧನೆಗೆ ಮತ್ಸ್ಯ: [621, 999, 1265, 1038]
- easset-article: [1077, 2279, 1426, 2491]
- independence-headline: ಕಂಪ್ಲಿಯಲ್ಲಿ 79ನೇ ಸ್ವಾತಂತ್ರ್ಯ ದಿನಾಚರಣೆಯನ್ನು ಸಡಗರ ಸಂಭ್ರಮಗಳಿಂದ ಆಚರಿಸಲಾಗುವುದು : ಮಂಜುನಾಯಕ: [53, 239, 376, 285]
